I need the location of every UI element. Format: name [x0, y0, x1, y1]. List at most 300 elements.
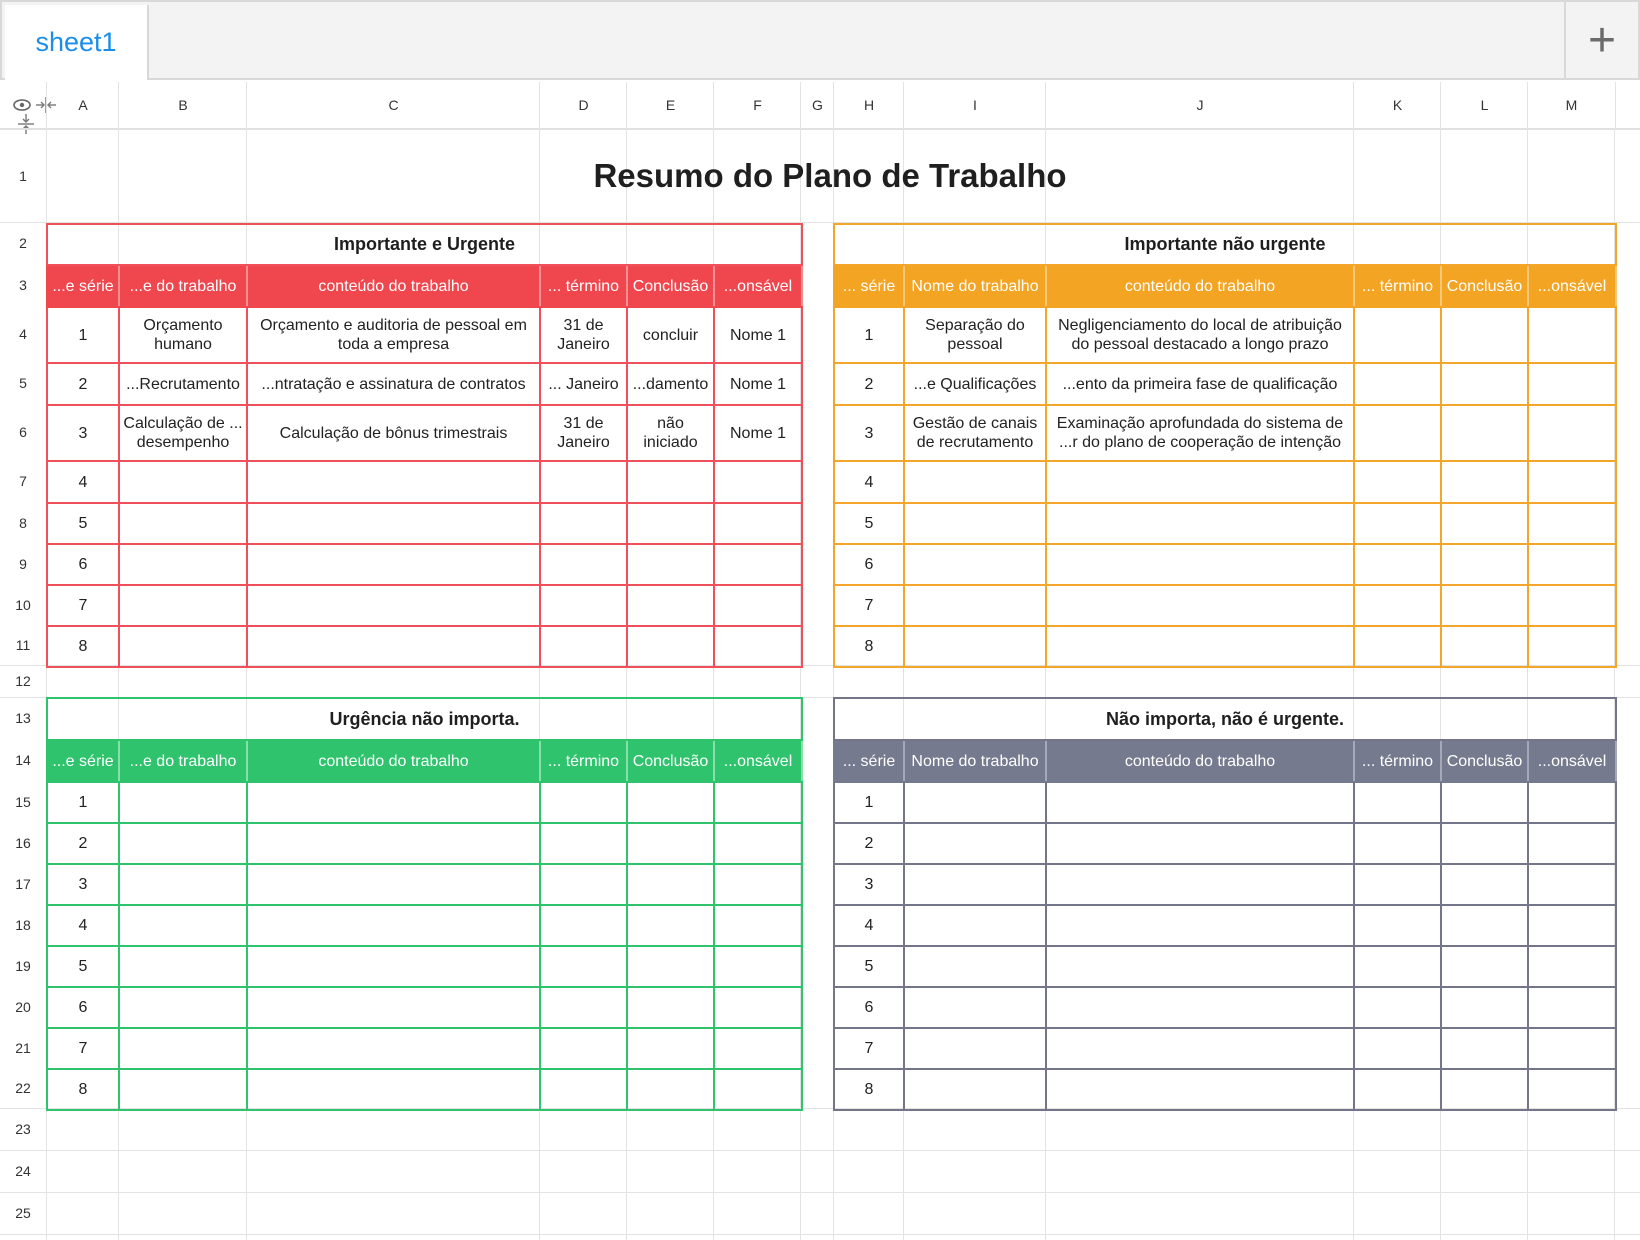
table-row — [47, 626, 802, 667]
table-cell[interactable] — [1528, 626, 1616, 667]
table-row — [834, 905, 1616, 946]
row-header-8[interactable]: 8 — [19, 514, 27, 531]
table-cell[interactable]: 5 — [834, 946, 904, 987]
table-cell[interactable] — [714, 823, 802, 864]
table-cell[interactable]: ...e Qualificações — [904, 363, 1046, 405]
table-cell[interactable]: Negligenciamento do local de atribuição do pessoal destacado a longo prazo — [1046, 307, 1354, 363]
grid-line — [0, 1150, 1640, 1151]
table-cell[interactable] — [1441, 405, 1528, 461]
table-cell[interactable] — [1354, 1028, 1441, 1069]
table-cell[interactable]: 5 — [47, 503, 119, 544]
table-cell[interactable] — [247, 1069, 540, 1110]
table-cell[interactable]: 2 — [834, 363, 904, 405]
row-header-1[interactable]: 1 — [19, 168, 27, 184]
table-cell[interactable] — [627, 1028, 714, 1069]
table-row — [834, 626, 1616, 667]
table-cell[interactable]: Orçamento humano — [119, 307, 247, 363]
table-cell[interactable] — [540, 987, 627, 1028]
table-cell[interactable]: 4 — [834, 905, 904, 946]
table-cell[interactable] — [119, 823, 247, 864]
table-cell[interactable] — [247, 1028, 540, 1069]
column-header-m[interactable]: M — [1527, 82, 1616, 128]
table-cell[interactable]: 7 — [834, 585, 904, 626]
table-cell[interactable] — [627, 1069, 714, 1110]
sheet-tab-bar — [0, 0, 1640, 80]
table-cell[interactable] — [119, 461, 247, 503]
table-cell[interactable] — [1528, 864, 1616, 905]
table-cell[interactable] — [627, 905, 714, 946]
table-cell[interactable] — [1046, 864, 1354, 905]
table-cell[interactable] — [904, 823, 1046, 864]
table-cell[interactable] — [714, 987, 802, 1028]
table-cell[interactable] — [1046, 585, 1354, 626]
table-cell[interactable]: não iniciado — [627, 405, 714, 461]
table-cell[interactable] — [540, 626, 627, 667]
row-header-23[interactable]: 23 — [15, 1121, 31, 1137]
row-header-18[interactable]: 18 — [15, 916, 31, 933]
table-cell[interactable]: 7 — [47, 585, 119, 626]
table-cell[interactable] — [247, 946, 540, 987]
table-cell[interactable]: ...ento da primeira fase de qualificação — [1046, 363, 1354, 405]
table-cell[interactable] — [714, 864, 802, 905]
table-cell[interactable]: ...Recrutamento — [119, 363, 247, 405]
table-cell[interactable] — [627, 544, 714, 585]
row-header-10[interactable]: 10 — [15, 596, 31, 613]
table-cell[interactable] — [540, 905, 627, 946]
column-header-i[interactable]: I — [903, 82, 1046, 128]
header-cell[interactable]: Conclusão — [1441, 265, 1528, 307]
table-cell[interactable] — [1046, 544, 1354, 585]
table-cell[interactable] — [1528, 585, 1616, 626]
table-cell[interactable] — [1354, 544, 1441, 585]
table-cell[interactable]: 7 — [834, 1028, 904, 1069]
table-cell[interactable]: 3 — [834, 405, 904, 461]
table-row — [834, 405, 1616, 461]
column-header-k[interactable]: K — [1353, 82, 1441, 128]
header-cell[interactable]: ...e do trabalho — [119, 265, 247, 307]
table-cell[interactable] — [1528, 987, 1616, 1028]
table-row — [47, 1069, 802, 1110]
table-cell[interactable] — [1528, 405, 1616, 461]
table-cell[interactable] — [1354, 1069, 1441, 1110]
header-cell[interactable]: ... término — [540, 740, 627, 782]
column-header-l[interactable]: L — [1440, 82, 1528, 128]
header-cell[interactable]: ...onsável — [1528, 265, 1616, 307]
table-cell[interactable]: Orçamento e auditoria de pessoal em toda a empresa — [247, 307, 540, 363]
table-row — [834, 363, 1616, 405]
header-cell[interactable]: ... término — [540, 265, 627, 307]
table-row — [47, 987, 802, 1028]
table-cell[interactable] — [247, 585, 540, 626]
header-cell[interactable]: Conclusão — [627, 265, 714, 307]
sheet-title[interactable]: Resumo do Plano de Trabalho — [593, 157, 1067, 194]
table-cell[interactable]: 5 — [834, 503, 904, 544]
table-cell[interactable]: 4 — [47, 461, 119, 503]
header-cell[interactable]: conteúdo do trabalho — [247, 265, 540, 307]
table-row — [47, 405, 802, 461]
row-header-2[interactable]: 2 — [19, 235, 27, 251]
table-cell[interactable] — [119, 782, 247, 823]
table-cell[interactable] — [904, 1028, 1046, 1069]
table-cell[interactable]: 31 de Janeiro — [540, 307, 627, 363]
table-cell[interactable] — [714, 503, 802, 544]
table-row — [47, 307, 802, 363]
column-header-g[interactable]: G — [800, 82, 834, 128]
table-cell[interactable] — [1441, 626, 1528, 667]
table-urgent-important — [46, 223, 803, 668]
table-cell[interactable] — [1441, 823, 1528, 864]
grid-line — [0, 1234, 1640, 1235]
table-caption[interactable]: Urgência não importa. — [47, 698, 802, 740]
column-header-b[interactable]: B — [118, 82, 247, 128]
table-cell[interactable] — [1441, 503, 1528, 544]
header-cell[interactable]: Conclusão — [1441, 740, 1528, 782]
table-row — [834, 823, 1616, 864]
column-header-a[interactable]: A — [46, 82, 119, 128]
header-cell[interactable]: Conclusão — [627, 740, 714, 782]
header-cell[interactable]: conteúdo do trabalho — [1046, 740, 1354, 782]
table-cell[interactable]: 1 — [47, 307, 119, 363]
table-cell[interactable]: 5 — [47, 946, 119, 987]
table-row — [834, 544, 1616, 585]
table-cell[interactable] — [1441, 946, 1528, 987]
table-important-not-urgent — [833, 223, 1617, 668]
table-cell[interactable]: 8 — [47, 626, 119, 667]
row-header-16[interactable]: 16 — [15, 834, 31, 851]
table-row — [47, 363, 802, 405]
column-header-d[interactable]: D — [539, 82, 627, 128]
table-cell[interactable] — [247, 987, 540, 1028]
column-header-c[interactable]: C — [246, 82, 540, 128]
table-cell[interactable] — [714, 1028, 802, 1069]
table-row — [834, 782, 1616, 823]
table-row — [47, 905, 802, 946]
table-row — [47, 823, 802, 864]
table-cell[interactable] — [119, 585, 247, 626]
header-cell[interactable]: conteúdo do trabalho — [1046, 265, 1354, 307]
table-cell[interactable] — [1354, 987, 1441, 1028]
table-cell[interactable] — [119, 987, 247, 1028]
table-cell[interactable] — [119, 905, 247, 946]
table-cell[interactable] — [1354, 823, 1441, 864]
table-cell[interactable] — [1441, 987, 1528, 1028]
header-cell[interactable]: ...e do trabalho — [119, 740, 247, 782]
table-cell[interactable] — [1046, 503, 1354, 544]
table-cell[interactable] — [247, 864, 540, 905]
table-row — [47, 782, 802, 823]
row-header-19[interactable]: 19 — [15, 957, 31, 974]
table-cell[interactable] — [1354, 585, 1441, 626]
table-cell[interactable]: 4 — [834, 461, 904, 503]
table-cell[interactable] — [1528, 544, 1616, 585]
table-row — [834, 585, 1616, 626]
table-cell[interactable] — [1441, 307, 1528, 363]
table-cell[interactable] — [1528, 823, 1616, 864]
table-cell[interactable] — [714, 782, 802, 823]
row-header-11[interactable]: 11 — [15, 637, 31, 653]
header-cell[interactable]: conteúdo do trabalho — [247, 740, 540, 782]
add-sheet-button[interactable] — [1564, 2, 1638, 80]
header-cell[interactable]: ...e série — [47, 265, 119, 307]
header-cell[interactable]: Nome do trabalho — [904, 740, 1046, 782]
table-cell[interactable] — [540, 1028, 627, 1069]
table-cell[interactable]: ... Janeiro — [540, 363, 627, 405]
table-cell[interactable] — [1046, 1028, 1354, 1069]
table-cell[interactable] — [540, 782, 627, 823]
table-cell[interactable] — [1528, 307, 1616, 363]
column-header-e[interactable]: E — [626, 82, 714, 128]
plus-icon: + — [1587, 14, 1617, 67]
table-cell[interactable] — [627, 461, 714, 503]
table-cell[interactable] — [627, 823, 714, 864]
table-cell[interactable] — [1528, 782, 1616, 823]
table-cell[interactable]: 3 — [47, 405, 119, 461]
table-cell[interactable] — [627, 585, 714, 626]
header-cell[interactable]: ...onsável — [714, 740, 802, 782]
table-cell[interactable]: 6 — [834, 544, 904, 585]
table-row — [834, 864, 1616, 905]
table-cell[interactable] — [1354, 905, 1441, 946]
table-cell[interactable] — [1046, 1069, 1354, 1110]
table-cell[interactable]: 7 — [47, 1028, 119, 1069]
table-cell[interactable] — [1354, 626, 1441, 667]
table-cell[interactable] — [119, 1069, 247, 1110]
column-header-f[interactable]: F — [713, 82, 801, 128]
table-cell[interactable] — [1528, 363, 1616, 405]
table-cell[interactable] — [1441, 1028, 1528, 1069]
row-header-12[interactable]: 12 — [15, 673, 31, 689]
table-cell[interactable] — [1528, 461, 1616, 503]
table-cell[interactable] — [247, 626, 540, 667]
table-cell[interactable] — [1354, 461, 1441, 503]
table-cell[interactable] — [627, 626, 714, 667]
table-cell[interactable]: 2 — [47, 363, 119, 405]
table-cell[interactable] — [1441, 461, 1528, 503]
table-cell[interactable] — [1354, 946, 1441, 987]
table-cell[interactable] — [1354, 363, 1441, 405]
table-cell[interactable] — [1528, 946, 1616, 987]
table-cell[interactable] — [904, 626, 1046, 667]
table-cell[interactable]: Nome 1 — [714, 307, 802, 363]
table-cell[interactable]: 8 — [834, 626, 904, 667]
table-urgent-not-important — [46, 697, 803, 1111]
table-row — [47, 864, 802, 905]
table-cell[interactable] — [540, 503, 627, 544]
table-row — [47, 503, 802, 544]
table-row — [47, 585, 802, 626]
table-cell[interactable] — [904, 503, 1046, 544]
table-cell[interactable] — [119, 1028, 247, 1069]
table-cell[interactable]: 31 de Janeiro — [540, 405, 627, 461]
table-cell[interactable]: concluir — [627, 307, 714, 363]
table-cell[interactable] — [904, 864, 1046, 905]
row-header-6[interactable]: 6 — [19, 424, 27, 440]
row-header-15[interactable]: 15 — [15, 793, 31, 810]
row-header-9[interactable]: 9 — [19, 555, 27, 572]
table-row — [834, 1069, 1616, 1110]
table-cell[interactable] — [1354, 782, 1441, 823]
column-header-j[interactable]: J — [1045, 82, 1354, 128]
table-row — [834, 946, 1616, 987]
table-cell[interactable] — [1046, 987, 1354, 1028]
row-header-3[interactable]: 3 — [19, 277, 27, 293]
table-cell[interactable]: 6 — [47, 544, 119, 585]
table-cell[interactable]: 1 — [834, 782, 904, 823]
row-header-24[interactable]: 24 — [15, 1163, 31, 1179]
table-cell[interactable] — [1441, 782, 1528, 823]
row-header-25[interactable]: 25 — [15, 1205, 31, 1221]
row-header-22[interactable]: 22 — [15, 1080, 31, 1096]
table-cell[interactable] — [119, 503, 247, 544]
table-cell[interactable] — [1441, 585, 1528, 626]
table-cell[interactable]: 2 — [47, 823, 119, 864]
table-cell[interactable] — [904, 1069, 1046, 1110]
table-cell[interactable] — [1046, 905, 1354, 946]
table-cell[interactable] — [627, 782, 714, 823]
row-header-7[interactable]: 7 — [19, 473, 27, 489]
table-cell[interactable] — [1046, 823, 1354, 864]
table-cell[interactable]: 8 — [834, 1069, 904, 1110]
table-cell[interactable] — [540, 823, 627, 864]
row-header-17[interactable]: 17 — [15, 875, 31, 892]
table-cell[interactable] — [540, 461, 627, 503]
header-cell[interactable]: ...e série — [47, 740, 119, 782]
table-cell[interactable] — [1528, 905, 1616, 946]
table-cell[interactable] — [247, 823, 540, 864]
table-cell[interactable]: Gestão de canais de recrutamento — [904, 405, 1046, 461]
header-cell[interactable]: Nome do trabalho — [904, 265, 1046, 307]
table-cell[interactable] — [627, 946, 714, 987]
table-cell[interactable]: 2 — [834, 823, 904, 864]
header-cell[interactable]: ...onsável — [714, 265, 802, 307]
table-cell[interactable]: 1 — [834, 307, 904, 363]
table-cell[interactable] — [1354, 864, 1441, 905]
table-cell[interactable] — [540, 585, 627, 626]
table-cell[interactable] — [1441, 905, 1528, 946]
table-row — [47, 946, 802, 987]
header-cell[interactable]: ... série — [834, 265, 904, 307]
table-cell[interactable] — [1528, 503, 1616, 544]
table-row — [834, 987, 1616, 1028]
table-cell[interactable]: Calculação de bônus trimestrais — [247, 405, 540, 461]
table-cell[interactable]: Nome 1 — [714, 405, 802, 461]
table-cell[interactable] — [904, 905, 1046, 946]
table-cell[interactable] — [714, 585, 802, 626]
table-cell[interactable] — [119, 626, 247, 667]
table-cell[interactable]: Nome 1 — [714, 363, 802, 405]
table-cell[interactable] — [714, 905, 802, 946]
table-cell[interactable]: Separação do pessoal — [904, 307, 1046, 363]
table-cell[interactable] — [1046, 461, 1354, 503]
column-header-row — [0, 82, 1640, 130]
table-cell[interactable] — [1441, 544, 1528, 585]
table-cell[interactable] — [247, 782, 540, 823]
table-cell[interactable] — [904, 461, 1046, 503]
table-caption[interactable]: Importante não urgente — [834, 224, 1616, 265]
table-cell[interactable] — [540, 1069, 627, 1110]
table-cell[interactable] — [247, 503, 540, 544]
table-cell[interactable] — [1046, 946, 1354, 987]
table-not-important-not-urgent — [833, 697, 1617, 1111]
table-cell[interactable] — [1354, 503, 1441, 544]
column-header-h[interactable]: H — [833, 82, 904, 128]
table-row — [47, 1028, 802, 1069]
table-cell[interactable]: 1 — [47, 782, 119, 823]
table-cell[interactable] — [627, 503, 714, 544]
table-cell[interactable] — [714, 461, 802, 503]
table-cell[interactable] — [540, 864, 627, 905]
table-cell[interactable] — [119, 544, 247, 585]
table-cell[interactable]: 4 — [47, 905, 119, 946]
row-header-13[interactable]: 13 — [15, 710, 31, 726]
table-row — [834, 503, 1616, 544]
table-caption[interactable]: Não importa, não é urgente. — [834, 698, 1616, 740]
table-cell[interactable]: 6 — [47, 987, 119, 1028]
table-cell[interactable] — [1528, 1028, 1616, 1069]
sheet-tab-sheet1[interactable]: sheet1 — [5, 5, 149, 80]
table-cell[interactable] — [247, 461, 540, 503]
table-cell[interactable] — [119, 946, 247, 987]
table-cell[interactable]: Calculação de ... desempenho — [119, 405, 247, 461]
table-cell[interactable]: ...ntratação e assinatura de contratos — [247, 363, 540, 405]
table-cell[interactable] — [714, 626, 802, 667]
row-header-21[interactable]: 21 — [15, 1039, 31, 1056]
table-cell[interactable] — [1441, 1069, 1528, 1110]
table-caption[interactable]: Importante e Urgente — [47, 224, 802, 265]
table-cell[interactable] — [1441, 864, 1528, 905]
table-cell[interactable] — [247, 905, 540, 946]
table-cell[interactable] — [627, 864, 714, 905]
header-cell[interactable]: ...onsável — [1528, 740, 1616, 782]
table-cell[interactable] — [904, 987, 1046, 1028]
table-cell[interactable] — [1046, 626, 1354, 667]
table-cell[interactable] — [1354, 405, 1441, 461]
table-cell[interactable]: ...damento — [627, 363, 714, 405]
table-cell[interactable] — [540, 544, 627, 585]
table-cell[interactable] — [627, 987, 714, 1028]
table-cell[interactable] — [714, 946, 802, 987]
table-cell[interactable] — [540, 946, 627, 987]
table-cell[interactable] — [119, 864, 247, 905]
table-cell[interactable] — [247, 544, 540, 585]
table-cell[interactable] — [1528, 1069, 1616, 1110]
row-header-14[interactable]: 14 — [15, 752, 31, 768]
table-cell[interactable]: 3 — [834, 864, 904, 905]
header-cell[interactable]: ... série — [834, 740, 904, 782]
table-cell[interactable]: 3 — [47, 864, 119, 905]
table-cell[interactable]: 8 — [47, 1069, 119, 1110]
header-cell[interactable]: ... término — [1354, 740, 1441, 782]
header-cell[interactable]: ... término — [1354, 265, 1441, 307]
table-cell[interactable] — [1046, 782, 1354, 823]
table-cell[interactable]: 6 — [834, 987, 904, 1028]
table-cell[interactable] — [1441, 363, 1528, 405]
table-row — [834, 307, 1616, 363]
table-cell[interactable] — [904, 782, 1046, 823]
row-header-20[interactable]: 20 — [15, 998, 31, 1015]
table-cell[interactable] — [904, 585, 1046, 626]
table-cell[interactable] — [714, 1069, 802, 1110]
table-cell[interactable]: Examinação aprofundada do sistema de ...r do plano de cooperação de intenção — [1046, 405, 1354, 461]
table-cell[interactable] — [714, 544, 802, 585]
grid-line — [0, 1192, 1640, 1193]
table-cell[interactable] — [1354, 307, 1441, 363]
row-header-4[interactable]: 4 — [19, 326, 27, 342]
table-row — [47, 544, 802, 585]
table-cell[interactable] — [904, 946, 1046, 987]
row-header-5[interactable]: 5 — [19, 375, 27, 391]
table-cell[interactable] — [904, 544, 1046, 585]
